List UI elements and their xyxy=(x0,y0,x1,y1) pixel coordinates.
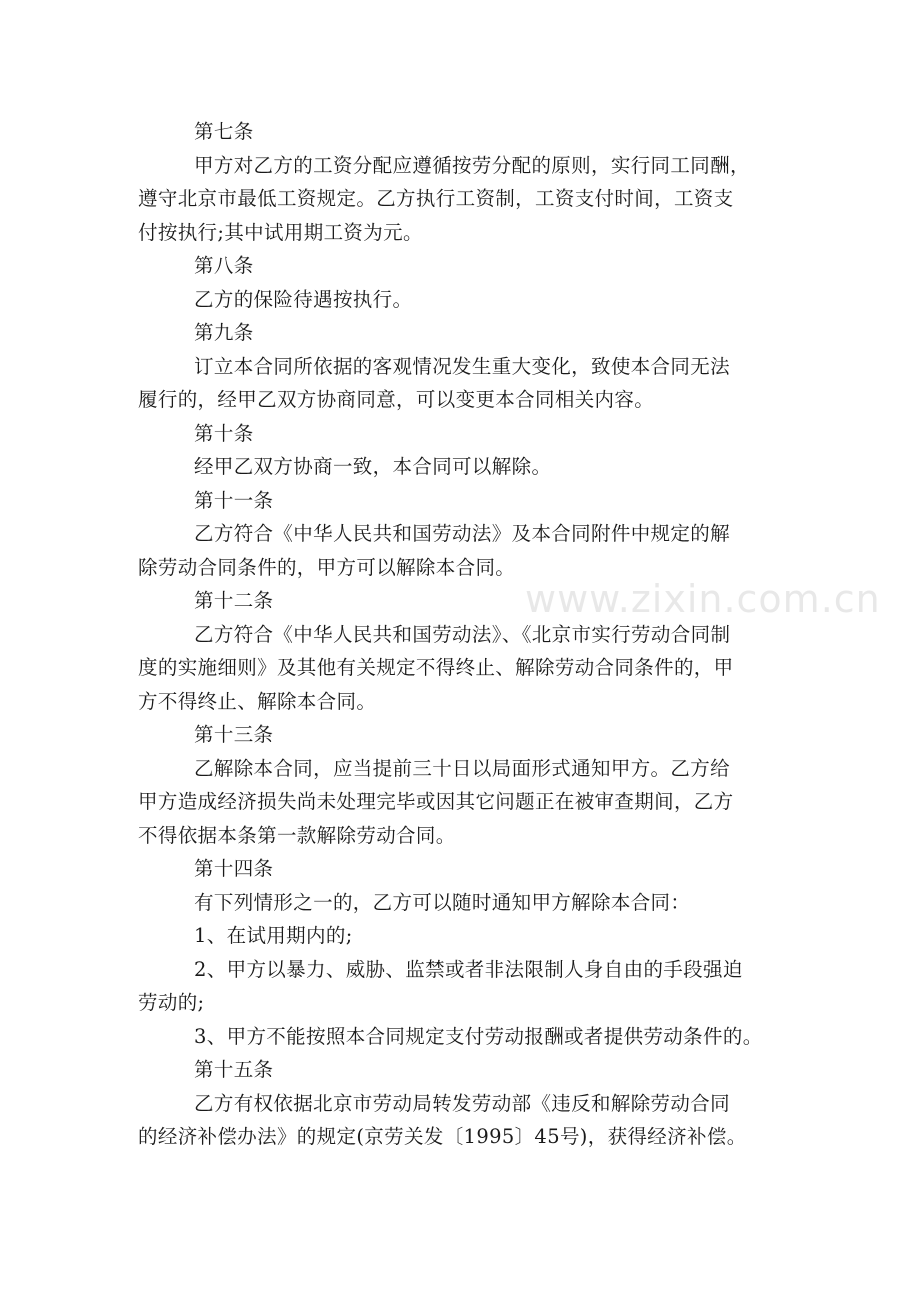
paragraph-line: 付按执行;其中试用期工资为元。 xyxy=(138,220,423,244)
paragraph-line: 乙方有权依据北京市劳动局转发劳动部《违反和解除劳动合同 xyxy=(194,1091,730,1115)
paragraph-line: 乙解除本合同，应当提前三十日以局面形式通知甲方。乙方给 xyxy=(194,756,730,780)
paragraph-line: 不得依据本条第一款解除劳动合同。 xyxy=(138,823,456,847)
article-heading: 第十一条 xyxy=(194,488,274,512)
paragraph-line: 的经济补偿办法》的规定(京劳关发〔1995〕45号)，获得经济补偿。 xyxy=(138,1125,747,1148)
paragraph-line: 2、甲方以暴力、威胁、监禁或者非法限制人身自由的手段强迫 xyxy=(194,957,743,981)
paragraph-line: 甲方造成经济损失尚未处理完毕或因其它问题正在被审查期间，乙方 xyxy=(138,790,734,813)
paragraph-line: 乙方符合《中华人民共和国劳动法》、《北京市实行劳动合同制 xyxy=(194,622,731,646)
paragraph-line: 订立本合同所依据的客观情况发生重大变化，致使本合同无法 xyxy=(194,354,730,378)
paragraph-line: 甲方对乙方的工资分配应遵循按劳分配的原则，实行同工同酬， xyxy=(194,153,750,177)
paragraph-line: 劳动的; xyxy=(138,991,205,1014)
paragraph-line: 1、在试用期内的; xyxy=(194,924,353,947)
paragraph-line: 履行的，经甲乙双方协商同意，可以变更本合同相关内容。 xyxy=(138,388,655,411)
paragraph-line: 有下列情形之一的，乙方可以随时通知甲方解除本合同： xyxy=(194,890,691,914)
watermark: www.zixin.com.cn xyxy=(525,577,881,621)
article-heading: 第八条 xyxy=(194,254,254,277)
paragraph-line: 遵守北京市最低工资规定。乙方执行工资制，工资支付时间，工资支 xyxy=(138,187,734,210)
article-heading: 第九条 xyxy=(194,321,254,344)
article-heading: 第七条 xyxy=(194,120,254,143)
document-body xyxy=(138,115,788,1154)
paragraph-line: 3、甲方不能按照本合同规定支付劳动报酬或者提供劳动条件的。 xyxy=(194,1024,763,1048)
paragraph-line: 除劳动合同条件的，甲方可以解除本合同。 xyxy=(138,555,516,579)
paragraph-line: 乙方的保险待遇按执行。 xyxy=(194,287,413,311)
paragraph-line: 经甲乙双方协商一致，本合同可以解除。 xyxy=(194,455,552,478)
article-heading: 第十二条 xyxy=(194,589,274,612)
paragraph-line: 度的实施细则》及其他有关规定不得终止、解除劳动合同条件的，甲 xyxy=(138,656,734,679)
article-heading: 第十四条 xyxy=(194,857,274,880)
article-heading: 第十条 xyxy=(194,421,254,445)
paragraph-line: 方不得终止、解除本合同。 xyxy=(138,689,377,713)
article-heading: 第十五条 xyxy=(194,1058,274,1081)
paragraph-line: 乙方符合《中华人民共和国劳动法》及本合同附件中规定的解 xyxy=(194,522,730,545)
article-heading: 第十三条 xyxy=(194,723,274,746)
